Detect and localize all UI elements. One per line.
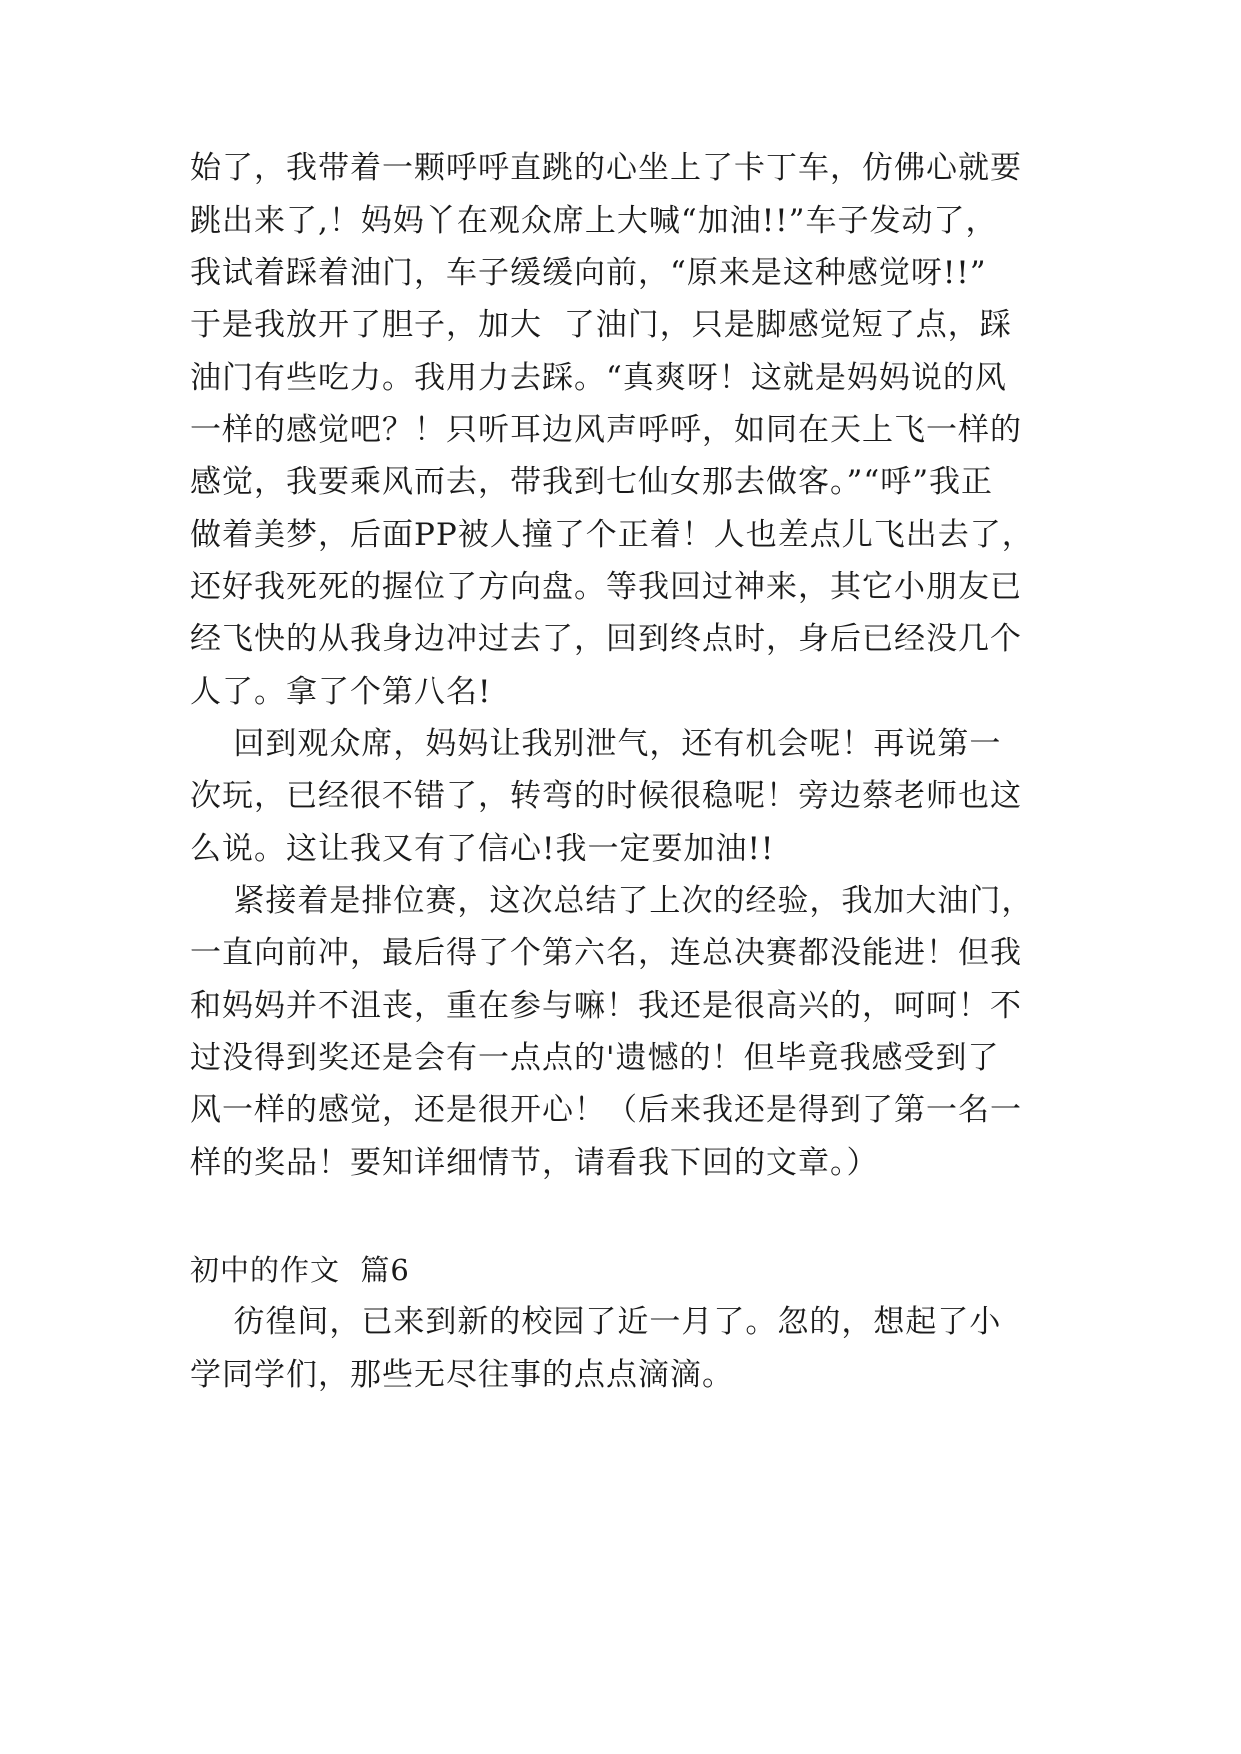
text-line: 一直向前冲，最后得了个第六名，连总决赛都没能进！但我 [190, 935, 1022, 971]
text-line: 一样的感觉吧？！只听耳边风声呼呼，如同在天上飞一样的 [190, 412, 1022, 448]
text-line: 始了，我带着一颗呼呼直跳的心坐上了卡丁车，仿佛心就要 [190, 150, 1022, 186]
section-heading: 初中的作文 篇6 [190, 1253, 410, 1287]
text-line: 和妈妈并不沮丧，重在参与嘛！我还是很高兴的，呵呵！不 [190, 988, 1022, 1024]
text-line: 次玩，已经很不错了，转弯的时候很稳呢！旁边蔡老师也这 [190, 778, 1022, 814]
text-line: 感觉，我要乘风而去，带我到七仙女那去做客。”“呼”我正 [190, 464, 994, 500]
text-line: 样的奖品！要知详细情节，请看我下回的文章。） [190, 1145, 879, 1181]
text-line: 经飞快的从我身边冲过去了，回到终点时，身后已经没几个 [190, 621, 1022, 657]
text-line: 做着美梦，后面PP被人撞了个正着！人也差点儿飞出去了， [190, 517, 1034, 553]
text-line: 彷徨间，已来到新的校园了近一月了。忽的，想起了小 [190, 1304, 1002, 1340]
text-line: 风一样的感觉，还是很开心！（后来我还是得到了第一名一 [190, 1092, 1022, 1128]
text-line: 于是我放开了胆子，加大 了油门，只是脚感觉短了点，踩 [190, 307, 1012, 343]
text-line: 人了。拿了个第八名! [190, 674, 492, 710]
text-line: 学同学们，那些无尽往事的点点滴滴。 [190, 1357, 734, 1393]
text-line: 过没得到奖还是会有一点点的'遗憾的！但毕竟我感受到了 [190, 1040, 1000, 1076]
text-line: 紧接着是排位赛，这次总结了上次的经验，我加大油门， [190, 883, 1034, 919]
text-line: 油门有些吃力。我用力去踩。“真爽呀！这就是妈妈说的风 [190, 360, 1007, 396]
text-line: 回到观众席，妈妈让我别泄气，还有机会呢！再说第一 [190, 726, 1002, 762]
text-line: 么说。这让我又有了信心!我一定要加油!! [190, 831, 775, 867]
text-line: 跳出来了,！妈妈丫在观众席上大喊“加油!!”车子发动了， [190, 203, 998, 239]
text-line: 还好我死死的握位了方向盘。等我回过神来，其它小朋友已 [190, 569, 1022, 605]
text-line: 我试着踩着油门，车子缓缓向前，“原来是这种感觉呀!!” [190, 255, 987, 291]
